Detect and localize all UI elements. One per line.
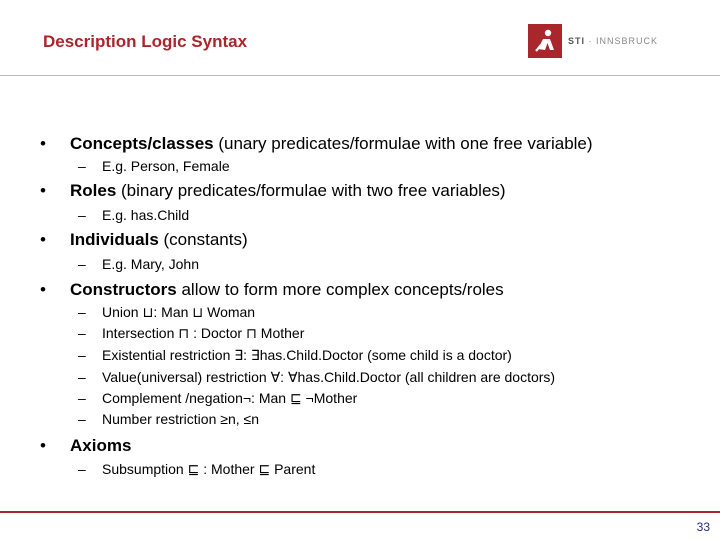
page-number: 33 [696,520,710,534]
sub-dash: – [78,158,86,174]
sub-dash: – [78,325,86,341]
bullet-concepts: Concepts/classes (unary predicates/formulae with one free variable) [70,134,593,153]
title-divider [0,75,720,76]
footer-divider [0,511,720,513]
sub-item: Existential restriction ∃: ∃has.Child.Doctor (some child is a doctor) [102,347,512,363]
sti-logo [528,24,658,58]
sub-dash: – [78,347,86,363]
sub-dash: – [78,207,86,223]
sub-dash: – [78,256,86,272]
sub-item: Value(universal) restriction ∀: ∀has.Child.Doctor (all children are doctors) [102,369,556,385]
sub-item: E.g. has.Child [102,207,190,223]
bullet-marker: • [40,134,46,153]
sub-item: E.g. Mary, John [102,256,200,272]
bullet-constructors: Constructors allow to form more complex concepts/roles [70,280,504,299]
sub-item: E.g. Person, Female [102,158,230,174]
bullet-axioms: Axioms [70,436,132,455]
sub-item: Complement /negation¬: Man ⊑ ¬Mother [102,390,358,406]
sub-item: Union ⊔: Man ⊔ Woman [102,304,256,320]
sub-item: Intersection ⊓ : Doctor ⊓ Mother [102,325,305,341]
bullet-roles: Roles (binary predicates/formulae with two free variables) [70,181,506,200]
sub-dash: – [78,390,86,406]
bullet-marker: • [40,436,46,455]
sub-dash: – [78,411,86,427]
bullet-marker: • [40,280,46,299]
slide-title: Description Logic Syntax [43,32,248,51]
bullet-marker: • [40,181,46,200]
sub-item: Number restriction ≥n, ≤n [102,411,259,427]
sub-item: Subsumption ⊑ : Mother ⊑ Parent [102,461,316,477]
sti-logo-text: STI · INNSBRUCK [568,36,659,46]
bullet-individuals: Individuals (constants) [70,230,248,249]
sub-dash: – [78,461,86,477]
sub-dash: – [78,369,86,385]
sub-dash: – [78,304,86,320]
sti-logo-icon [528,24,562,58]
bullet-marker: • [40,230,46,249]
